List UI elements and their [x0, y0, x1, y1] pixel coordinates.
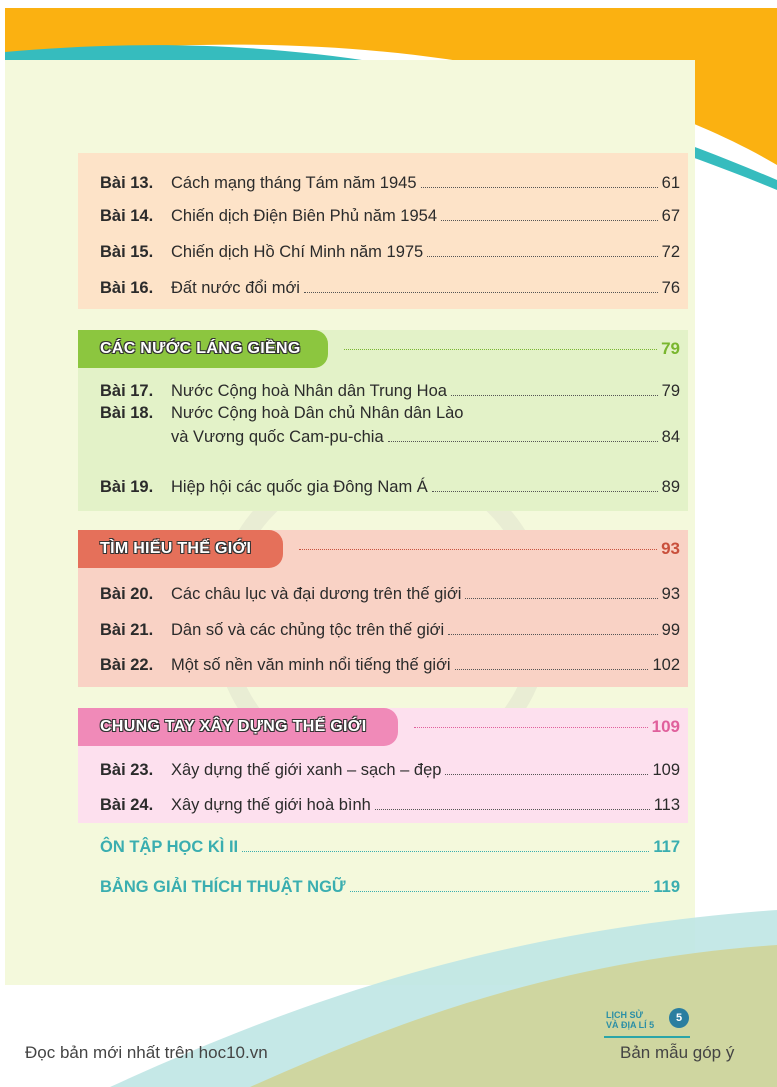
toc-row[interactable]	[100, 379, 680, 401]
lesson-page: 109	[652, 761, 680, 779]
lesson-number: Bài 13.	[100, 174, 154, 192]
toc-page: 119	[653, 878, 680, 896]
lesson-number: Bài 24.	[100, 796, 154, 814]
lesson-number: Bài 16.	[100, 279, 154, 297]
toc-row[interactable]	[100, 401, 680, 423]
book-logo	[606, 1010, 654, 1030]
lesson-title: Chiến dịch Hồ Chí Minh năm 1975	[171, 243, 424, 261]
lesson-page: 102	[652, 656, 680, 674]
lesson-title: Chiến dịch Điện Biên Phủ năm 1954	[171, 207, 438, 225]
footer-draft-note: Bản mẫu góp ý	[620, 1043, 735, 1062]
lesson-page: 61	[661, 174, 680, 192]
toc-row[interactable]	[100, 276, 680, 298]
lesson-number: Bài 21.	[100, 621, 154, 639]
dot-leader	[465, 598, 657, 599]
lesson-number: Bài 22.	[100, 656, 154, 674]
dot-leader	[388, 441, 658, 442]
lesson-title: Hiệp hội các quốc gia Đông Nam Á	[171, 478, 428, 496]
dot-leader	[421, 187, 658, 188]
toc-section	[78, 330, 688, 511]
dot-leader	[304, 292, 658, 293]
lesson-title: Một số nền văn minh nổi tiếng thế giới	[171, 656, 451, 674]
dot-leader	[427, 256, 657, 257]
toc-row[interactable]	[100, 475, 680, 497]
lesson-title: Xây dựng thế giới xanh – sạch – đẹp	[171, 761, 442, 779]
section-header: CÁC NƯỚC LÁNG GIỀNG	[78, 330, 328, 368]
lesson-number: Bài 20.	[100, 585, 154, 603]
toc-section	[78, 708, 688, 823]
lesson-page: 84	[661, 428, 680, 446]
lesson-title: Nước Cộng hoà Dân chủ Nhân dân Lào	[171, 404, 464, 422]
section-page: 93	[661, 539, 680, 558]
toc-title: BẢNG GIẢI THÍCH THUẬT NGỮ	[100, 878, 346, 896]
lesson-title: Cách mạng tháng Tám năm 1945	[171, 174, 417, 192]
dot-leader	[344, 349, 657, 350]
lesson-title: Xây dựng thế giới hoà bình	[171, 796, 371, 814]
lesson-page: 113	[653, 796, 680, 814]
section-page: 109	[651, 717, 680, 736]
lesson-title: Đất nước đổi mới	[171, 279, 300, 297]
toc-row[interactable]	[100, 653, 680, 675]
lesson-page: 99	[661, 621, 680, 639]
dot-leader	[455, 669, 649, 670]
dot-leader	[350, 891, 650, 892]
toc-section	[78, 530, 688, 687]
logo-underline	[604, 1036, 690, 1038]
lesson-number: Bài 18.	[100, 404, 154, 422]
dot-leader	[432, 491, 658, 492]
dot-leader	[299, 549, 657, 550]
toc-glossary[interactable]	[100, 878, 680, 897]
toc-row[interactable]	[100, 171, 680, 193]
dot-leader	[451, 395, 658, 396]
toc-row[interactable]	[100, 618, 680, 640]
toc-row[interactable]	[100, 758, 680, 780]
lesson-title: Các châu lục và đại dương trên thế giới	[171, 585, 462, 603]
toc-title: ÔN TẬP HỌC KÌ II	[100, 838, 239, 856]
lesson-number: Bài 15.	[100, 243, 154, 261]
dot-leader	[242, 851, 649, 852]
logo-line1: LỊCH SỬ	[606, 1010, 643, 1020]
toc-review[interactable]	[100, 838, 680, 857]
page-number-badge: 5	[669, 1008, 689, 1028]
lesson-title-cont: và Vương quốc Cam-pu-chia	[171, 428, 384, 446]
logo-line2: VÀ ĐỊA LÍ 5	[606, 1020, 655, 1030]
lesson-page: 76	[661, 279, 680, 297]
toc-page: 117	[653, 838, 680, 856]
lesson-page: 79	[661, 382, 680, 400]
lesson-number: Bài 23.	[100, 761, 154, 779]
dot-leader	[441, 220, 658, 221]
dot-leader	[445, 774, 648, 775]
lesson-page: 67	[661, 207, 680, 225]
lesson-title: Nước Cộng hoà Nhân dân Trung Hoa	[171, 382, 447, 400]
lesson-page: 72	[661, 243, 680, 261]
lesson-page: 93	[661, 585, 680, 603]
section-header: CHUNG TAY XÂY DỰNG THẾ GIỚI	[78, 708, 398, 746]
lesson-number: Bài 19.	[100, 478, 154, 496]
toc-row[interactable]	[100, 793, 680, 815]
lesson-number: Bài 14.	[100, 207, 154, 225]
section-header: TÌM HIỂU THẾ GIỚI	[78, 530, 283, 568]
dot-leader	[414, 727, 648, 728]
toc-section	[78, 153, 688, 309]
lesson-number: Bài 17.	[100, 382, 154, 400]
toc-row-cont[interactable]	[100, 425, 680, 447]
section-page: 79	[661, 339, 680, 358]
toc-row[interactable]	[100, 240, 680, 262]
dot-leader	[448, 634, 658, 635]
toc-row[interactable]	[100, 582, 680, 604]
dot-leader	[375, 809, 650, 810]
lesson-page: 89	[661, 478, 680, 496]
footer-website-note[interactable]: Đọc bản mới nhất trên hoc10.vn	[25, 1043, 268, 1062]
toc-row[interactable]	[100, 204, 680, 226]
lesson-title: Dân số và các chủng tộc trên thế giới	[171, 621, 445, 639]
